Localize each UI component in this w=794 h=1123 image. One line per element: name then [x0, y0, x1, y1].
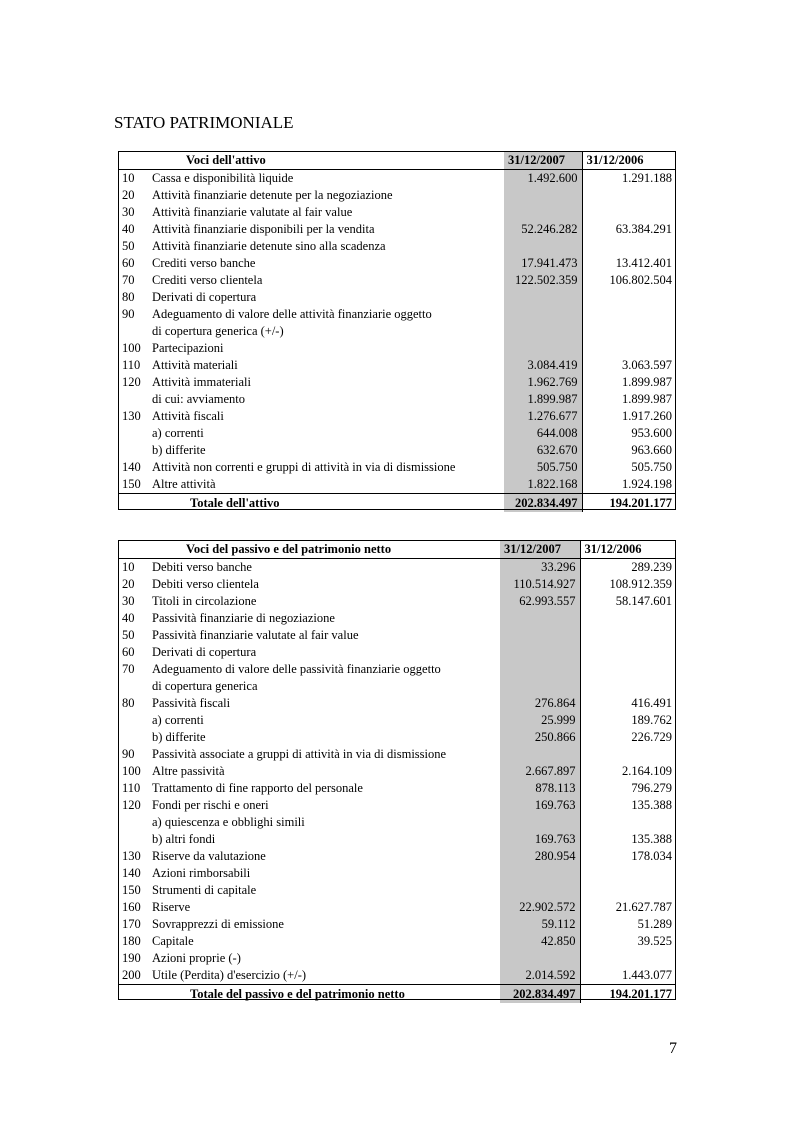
row-label: Passività finanziarie di negoziazione — [152, 611, 335, 625]
table-row — [118, 593, 676, 610]
value-2007: 878.113 — [500, 780, 580, 797]
table-row — [118, 797, 676, 814]
value-2006: 21.627.787 — [580, 899, 676, 916]
row-code: 130 — [122, 409, 141, 423]
table-row — [118, 221, 676, 238]
row-label: Debiti verso banche — [152, 560, 252, 574]
value-2006: 51.289 — [580, 916, 676, 933]
value-2006 — [582, 340, 676, 357]
value-2007: 280.954 — [500, 848, 580, 865]
table-row — [118, 814, 676, 831]
value-2007: 632.670 — [504, 442, 582, 459]
value-2006: 3.063.597 — [582, 357, 676, 374]
row-label: Partecipazioni — [152, 341, 224, 355]
code-header-cell — [118, 540, 150, 559]
value-2007 — [504, 323, 582, 340]
row-code: 180 — [122, 934, 141, 948]
row-label: Adeguamento di valore delle passività finanziarie oggetto — [152, 662, 441, 676]
row-label: Attività fiscali — [152, 409, 224, 423]
row-label: Derivati di copertura — [152, 645, 257, 659]
value-2007 — [504, 238, 582, 255]
value-2007 — [500, 865, 580, 882]
value-2006: 2.164.109 — [580, 763, 676, 780]
row-code: 130 — [122, 849, 141, 863]
value-2006: 135.388 — [580, 797, 676, 814]
total-code — [118, 494, 150, 513]
table-row — [118, 967, 676, 985]
value-2006 — [580, 882, 676, 899]
value-2006: 63.384.291 — [582, 221, 676, 238]
table-row — [118, 476, 676, 494]
value-2006: 953.600 — [582, 425, 676, 442]
value-2006 — [580, 627, 676, 644]
row-label: Crediti verso clientela — [152, 273, 263, 287]
value-2007: 62.993.557 — [500, 593, 580, 610]
row-code: 10 — [122, 560, 135, 574]
row-label: Altre attività — [152, 477, 216, 491]
value-2006 — [582, 187, 676, 204]
row-code: 40 — [122, 222, 135, 236]
row-code: 150 — [122, 477, 141, 491]
value-2007: 1.492.600 — [504, 170, 582, 188]
liabilities-table — [118, 540, 676, 1003]
value-2006: 178.034 — [580, 848, 676, 865]
table-row — [118, 678, 676, 695]
column-header-2006: 31/12/2006 — [580, 540, 676, 559]
value-2006: 1.291.188 — [582, 170, 676, 188]
table-row — [118, 865, 676, 882]
value-2006 — [582, 204, 676, 221]
row-code: 50 — [122, 239, 135, 253]
row-code: 100 — [122, 341, 141, 355]
row-code: 110 — [122, 781, 141, 795]
value-2006: 1.899.987 — [582, 391, 676, 408]
value-2007: 52.246.282 — [504, 221, 582, 238]
value-2007: 33.296 — [500, 559, 580, 577]
value-2006 — [580, 865, 676, 882]
row-code: 150 — [122, 883, 141, 897]
value-2006: 1.917.260 — [582, 408, 676, 425]
row-label: Azioni proprie (-) — [152, 951, 241, 965]
total-2007: 202.834.497 — [500, 985, 580, 1004]
total-2006: 194.201.177 — [580, 985, 676, 1004]
row-code — [118, 425, 150, 442]
value-2007 — [504, 306, 582, 323]
value-2007 — [500, 882, 580, 899]
row-label: Derivati di copertura — [152, 290, 257, 304]
value-2007: 169.763 — [500, 831, 580, 848]
value-2006: 108.912.359 — [580, 576, 676, 593]
value-2007: 2.667.897 — [500, 763, 580, 780]
row-label: Crediti verso banche — [152, 256, 256, 270]
value-2006 — [580, 678, 676, 695]
table-row — [118, 610, 676, 627]
row-label: Trattamento di fine rapporto del personale — [152, 781, 363, 795]
row-label: a) correnti — [152, 713, 204, 727]
row-code — [118, 814, 150, 831]
value-2006: 505.750 — [582, 459, 676, 476]
row-label: Utile (Perdita) d'esercizio (+/-) — [152, 968, 307, 982]
table-row — [118, 627, 676, 644]
row-label: di cui: avviamento — [152, 392, 246, 406]
code-header-cell — [118, 151, 150, 170]
table-row — [118, 323, 676, 340]
value-2007 — [504, 289, 582, 306]
table-row — [118, 763, 676, 780]
table-row — [118, 780, 676, 797]
table-row — [118, 576, 676, 593]
row-code — [118, 729, 150, 746]
value-2007 — [500, 678, 580, 695]
row-label: b) differite — [152, 730, 206, 744]
value-2006: 39.525 — [580, 933, 676, 950]
row-code: 40 — [122, 611, 135, 625]
row-label: di copertura generica (+/-) — [152, 324, 284, 338]
value-2007 — [500, 644, 580, 661]
row-code: 110 — [122, 358, 141, 372]
liabilities-header-row — [118, 540, 676, 559]
page-number: 7 — [669, 1040, 677, 1057]
value-2007: 42.850 — [500, 933, 580, 950]
row-label: b) altri fondi — [152, 832, 216, 846]
total-row — [118, 985, 676, 1004]
row-code: 70 — [122, 273, 135, 287]
value-2006: 1.924.198 — [582, 476, 676, 494]
row-code: 20 — [122, 188, 135, 202]
row-label: Riserve — [152, 900, 191, 914]
row-code: 90 — [122, 747, 135, 761]
value-2007: 1.822.168 — [504, 476, 582, 494]
table-row — [118, 340, 676, 357]
value-2006: 1.899.987 — [582, 374, 676, 391]
page-title: STATO PATRIMONIALE — [114, 113, 294, 132]
value-2007 — [500, 627, 580, 644]
table-row — [118, 204, 676, 221]
row-code: 200 — [122, 968, 141, 982]
table-row — [118, 272, 676, 289]
row-code: 100 — [122, 764, 141, 778]
row-code — [118, 712, 150, 729]
row-code: 30 — [122, 205, 135, 219]
row-code: 60 — [122, 256, 135, 270]
value-2006 — [582, 289, 676, 306]
table-row — [118, 391, 676, 408]
row-label: Altre passività — [152, 764, 225, 778]
value-2006 — [580, 950, 676, 967]
column-header-2007: 31/12/2007 — [500, 540, 580, 559]
row-code: 10 — [122, 171, 135, 185]
value-2007 — [500, 950, 580, 967]
row-label: a) quiescenza e obblighi simili — [152, 815, 305, 829]
value-2007: 22.902.572 — [500, 899, 580, 916]
table-row — [118, 306, 676, 323]
row-label: Attività materiali — [152, 358, 238, 372]
value-2006: 135.388 — [580, 831, 676, 848]
value-2007: 250.866 — [500, 729, 580, 746]
total-label: Totale del passivo e del patrimonio netto — [150, 985, 500, 1004]
column-header-2006: 31/12/2006 — [582, 151, 676, 170]
value-2007: 17.941.473 — [504, 255, 582, 272]
row-code: 60 — [122, 645, 135, 659]
table-row — [118, 746, 676, 763]
table-row — [118, 374, 676, 391]
value-2007 — [500, 661, 580, 678]
table-row — [118, 848, 676, 865]
table-row — [118, 712, 676, 729]
table-row — [118, 170, 676, 188]
total-2006: 194.201.177 — [582, 494, 676, 513]
value-2006 — [582, 306, 676, 323]
row-code: 90 — [122, 307, 135, 321]
value-2006: 189.762 — [580, 712, 676, 729]
row-label: Adeguamento di valore delle attività finanziarie oggetto — [152, 307, 432, 321]
table-row — [118, 357, 676, 374]
row-label: a) correnti — [152, 426, 204, 440]
assets-header-row — [118, 151, 676, 170]
row-label: Azioni rimborsabili — [152, 866, 251, 880]
row-label: Cassa e disponibilità liquide — [152, 171, 294, 185]
value-2006 — [580, 661, 676, 678]
table-row — [118, 408, 676, 425]
total-row — [118, 494, 676, 513]
total-code — [118, 985, 150, 1004]
value-2007: 3.084.419 — [504, 357, 582, 374]
row-label: Attività finanziarie valutate al fair value — [152, 205, 353, 219]
table-row — [118, 289, 676, 306]
row-label: Passività finanziarie valutate al fair value — [152, 628, 359, 642]
row-code: 120 — [122, 798, 141, 812]
total-2007: 202.834.497 — [504, 494, 582, 513]
value-2006: 226.729 — [580, 729, 676, 746]
value-2007: 110.514.927 — [500, 576, 580, 593]
value-2007: 505.750 — [504, 459, 582, 476]
value-2006: 796.279 — [580, 780, 676, 797]
table-row — [118, 933, 676, 950]
value-2007: 1.276.677 — [504, 408, 582, 425]
table-row — [118, 831, 676, 848]
row-code: 140 — [122, 866, 141, 880]
row-code: 50 — [122, 628, 135, 642]
table-row — [118, 559, 676, 577]
row-label: Attività non correnti e gruppi di attività in via di dismissione — [152, 460, 456, 474]
row-code — [118, 831, 150, 848]
row-code: 20 — [122, 577, 135, 591]
table-row — [118, 644, 676, 661]
table-row — [118, 695, 676, 712]
row-code — [118, 391, 150, 408]
row-label: Titoli in circolazione — [152, 594, 257, 608]
value-2006 — [582, 323, 676, 340]
row-code — [118, 442, 150, 459]
value-2006 — [580, 610, 676, 627]
value-2006 — [580, 814, 676, 831]
table-row — [118, 442, 676, 459]
value-2006: 289.239 — [580, 559, 676, 577]
value-2007 — [500, 746, 580, 763]
row-code: 160 — [122, 900, 141, 914]
value-2006 — [582, 238, 676, 255]
row-label: Attività immateriali — [152, 375, 251, 389]
row-code: 140 — [122, 460, 141, 474]
value-2007: 1.899.987 — [504, 391, 582, 408]
row-code — [118, 678, 150, 695]
table-row — [118, 950, 676, 967]
assets-header-label: Voci dell'attivo — [150, 151, 504, 170]
table-row — [118, 459, 676, 476]
value-2007 — [500, 814, 580, 831]
value-2006: 106.802.504 — [582, 272, 676, 289]
value-2006 — [580, 746, 676, 763]
table-row — [118, 187, 676, 204]
row-label: Sovrapprezzi di emissione — [152, 917, 284, 931]
row-code: 70 — [122, 662, 135, 676]
row-label: Passività associate a gruppi di attività in via di dismissione — [152, 747, 447, 761]
row-label: Attività finanziarie disponibili per la vendita — [152, 222, 375, 236]
value-2007: 169.763 — [500, 797, 580, 814]
value-2006: 963.660 — [582, 442, 676, 459]
row-code: 190 — [122, 951, 141, 965]
table-row — [118, 238, 676, 255]
row-label: Debiti verso clientela — [152, 577, 259, 591]
value-2007: 276.864 — [500, 695, 580, 712]
row-code: 120 — [122, 375, 141, 389]
value-2007: 1.962.769 — [504, 374, 582, 391]
value-2007: 644.008 — [504, 425, 582, 442]
row-label: Strumenti di capitale — [152, 883, 257, 897]
row-label: Attività finanziarie detenute sino alla scadenza — [152, 239, 386, 253]
table-row — [118, 425, 676, 442]
row-label: Riserve da valutazione — [152, 849, 266, 863]
value-2006: 416.491 — [580, 695, 676, 712]
row-label: di copertura generica — [152, 679, 258, 693]
table-row — [118, 899, 676, 916]
value-2007: 122.502.359 — [504, 272, 582, 289]
row-code — [118, 323, 150, 340]
value-2006: 13.412.401 — [582, 255, 676, 272]
value-2006: 1.443.077 — [580, 967, 676, 985]
value-2007: 2.014.592 — [500, 967, 580, 985]
value-2007 — [500, 610, 580, 627]
row-code: 170 — [122, 917, 141, 931]
column-header-2007: 31/12/2007 — [504, 151, 582, 170]
row-code: 80 — [122, 290, 135, 304]
row-label: Fondi per rischi e oneri — [152, 798, 269, 812]
value-2007: 25.999 — [500, 712, 580, 729]
value-2007 — [504, 187, 582, 204]
table-row — [118, 255, 676, 272]
total-label: Totale dell'attivo — [150, 494, 504, 513]
table-row — [118, 882, 676, 899]
value-2007 — [504, 340, 582, 357]
row-label: Attività finanziarie detenute per la negoziazione — [152, 188, 393, 202]
row-label: b) differite — [152, 443, 206, 457]
value-2006 — [580, 644, 676, 661]
assets-table — [118, 151, 676, 512]
table-row — [118, 916, 676, 933]
value-2007 — [504, 204, 582, 221]
table-row — [118, 729, 676, 746]
row-label: Passività fiscali — [152, 696, 231, 710]
table-row — [118, 661, 676, 678]
row-code: 80 — [122, 696, 135, 710]
row-code: 30 — [122, 594, 135, 608]
row-label: Capitale — [152, 934, 194, 948]
value-2007: 59.112 — [500, 916, 580, 933]
liabilities-header-label: Voci del passivo e del patrimonio netto — [150, 540, 500, 559]
value-2006: 58.147.601 — [580, 593, 676, 610]
